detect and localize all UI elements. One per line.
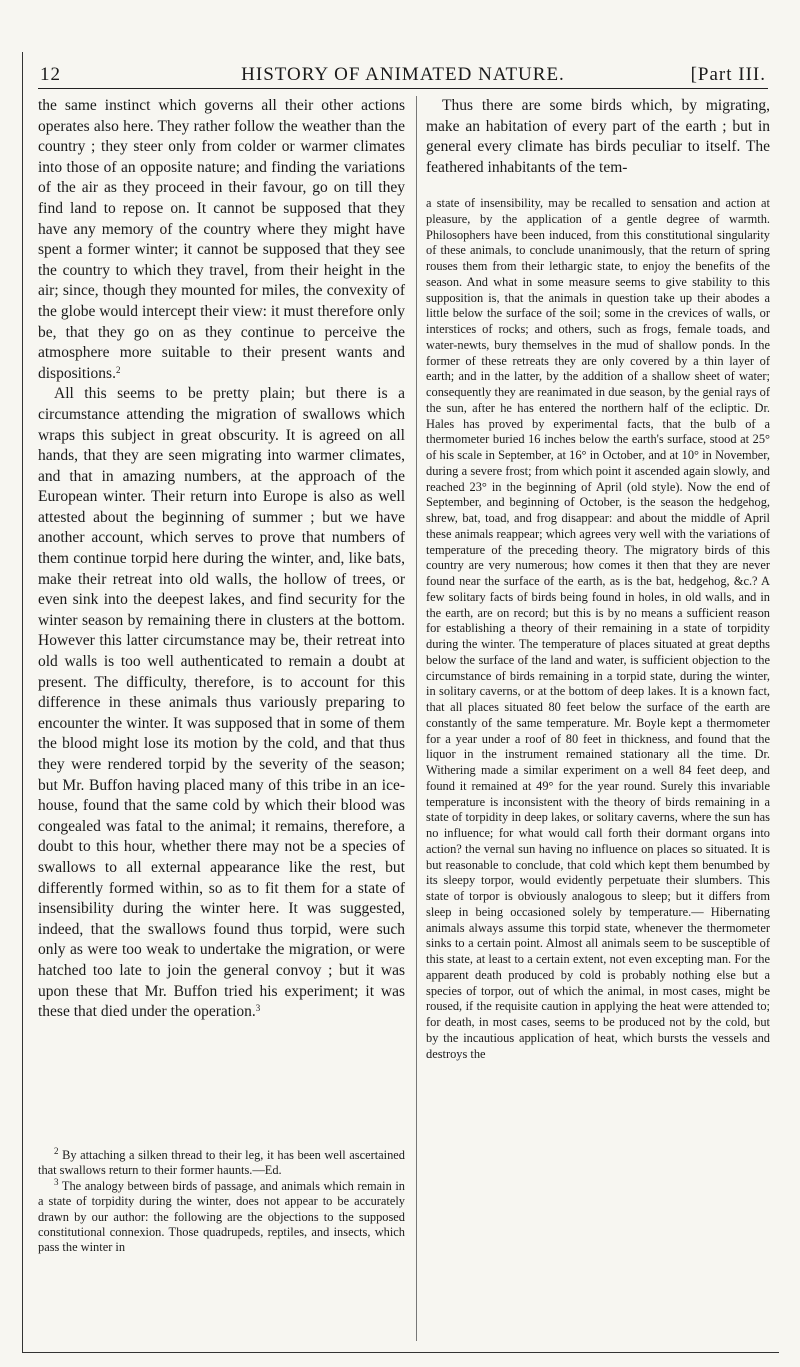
paragraph: Thus there are some birds which, by migrating, make an habitation of every part of the earth ; but in general every climate has birds peculiar to itself. The feathered inhabitants of the tem- bbox=[426, 97, 770, 176]
footnote bbox=[38, 1148, 405, 1179]
column-divider bbox=[416, 96, 417, 1341]
footnote-text: The analogy between birds of passage, and animals which remain in a state of torpidity during the winter, does not appear to be accurately drawn by our author: the following are the objections to the supposed constitutional connexion. Those quadrupeds, reptiles, and insects, which pass the winter in bbox=[38, 1178, 406, 1255]
footnote-mark: 3 bbox=[54, 1176, 59, 1187]
left-column bbox=[38, 96, 405, 1023]
running-title: HISTORY OF ANIMATED NATURE. bbox=[241, 64, 565, 85]
page-number: 12 bbox=[40, 64, 61, 85]
footnote-continued: a state of insensibility, may be recalled to sensation and action at pleasure, by the application of a gentle degree of warmth. Philosophers have been induced, from this constitutional singularity of these animals, to conclude unanimously, that the return of spring rouses them from their lethargic state, to enjoy the benefits of the season. And what in some measure seems to give stability to this supposition is, that the animals in question take up their abodes a little below the surface of the soil; some in the crevices of walls, or interstices of rocks; and others, such as frogs, female toads, and water-newts, bury themselves in the mud of shallow ponds. In the former of these retreats they are only covered by a thin layer of earth; and in the latter, by the addition of a shallow sheet of water; consequently they are reanimated in due season, by the genial rays of the sun, after he has entered the northern half of the ecliptic. Dr. Hales has proved by experimental facts, that the bulb of a thermometer buried 16 inches below the earth's surface, stood at 25° of his scale in September, at 16° in October, and at 10° in November, during a severe frost; from which point it ascended again slowly, and reached 23° in the beginning of April (old style). Now the end of September, and beginning of October, is the season the hedgehog, shrew, bat, toad, and frog disappear: and about the middle of April these animals reappear; which agrees very well with the variations of temperature of the preceding theory. The migratory birds of this country are very numerous; how comes it then that they are never found near the surface of the earth, as is the bat, hedgehog, &c.? A few solitary facts of birds being found in holes, in old walls, and in the earth, are on record; but this is by no means a sufficient reason for establishing a theory of their remaining in a state of torpidity during the winter. The temperature of places situated at great depths below the surface of the land and water, is sufficient objection to the circumstance of birds remaining in a torpid state, during the winter, in solitary caverns, or at the bottom of deep lakes. It is a known fact, that all places situated 80 feet below the surface of the earth are constantly of the same temperature. Mr. Boyle kept a thermometer for a year under a roof of 80 feet in thickness, and found that the liquor in the instrument remained stationary all the time. Dr. Withering made a similar experiment on a well 84 feet deep, and found it remained at 49° for the year round. Surely this invariable temperature is inconsistent with the theory of birds remaining in a state of torpidity in deep lakes, or solitary caverns, where the sun has no influence; for what would call forth their dormant organs into action? the vernal sun having no influence on places so situated. It is but reasonable to conclude, that cold which kept them benumbed by its sleepy torpor, would evidently perpetuate their slumbers. This state of torpor is obviously analogous to sleep; but it differs from sleep in being occasioned solely by temperature.— Hibernating animals always assume this torpid state, whenever the thermometer sinks to a certain point. Almost all animals seem to be susceptible of this state, at least to a certain extent, not even excepting man. For the apparent death produced by cold is probably nothing else but a species of torpor, out of which the animal, in most cases, might be roused, if the requisite caution in applying the heat were attended to; for death, in most cases, seems to be produced not by the cold, but by the incautious application of heat, which bursts the vessels and destroys the bbox=[426, 196, 770, 1061]
footnote-mark: 2 bbox=[54, 1146, 59, 1156]
footnote-ref: 2 bbox=[115, 364, 121, 375]
footnote-ref: 3 bbox=[255, 1003, 261, 1014]
paragraph bbox=[38, 384, 405, 1022]
footnotes-left bbox=[38, 1148, 405, 1256]
footnotes-right bbox=[426, 196, 770, 1062]
running-header bbox=[38, 58, 768, 89]
part-label: [Part III. bbox=[690, 64, 766, 85]
footnote bbox=[38, 1176, 406, 1256]
paragraph-text: All this seems to be pretty plain; but there is a circumstance attending the migration of swallows which wraps this subject in great obscurity. It is agreed on all hands, that they are seen migrating into warmer climates, and that in amazing numbers, at the approach of the European winter. Their return into Europe is also as well attested about the beginning of summer ; but we have another account, which serves to prove that numbers of them continue torpid here during the winter, and, like bats, make their retreat into old walls, the hollow of trees, or even sink into the deepest lakes, and find security for the winter season by remaining there in clusters at the bottom. However this latter circumstance may be, their retreat into old walls is too well authenticated to remain a doubt at present. The difficulty, therefore, is to account for this difference in these animals thus variously preparing to encounter the winter. It was supposed that in some of them the blood might lose its motion by the cold, and that thus they were rendered torpid by the severity of the season; but Mr. Buffon having placed many of this tribe in an ice-house, found that the same cold by which their blood was congealed was fatal to the animal; it remains, therefore, a doubt to this hour, whether there may not be a species of swallows to all external appearance like the rest, but differently formed within, so as to fit them for a state of insensibility during the winter here. It was suggested, indeed, that the swallows found thus torpid, were such only as were too weak to undertake the migration, or were hatched too late to join the general convoy ; but it was upon these that Mr. Buffon tried his experiment; it was these that died under the operation. bbox=[38, 385, 405, 1021]
right-column bbox=[426, 96, 770, 178]
footnote-text: By attaching a silken thread to their leg, it has been well ascertained that swallows return to their former haunts.—Ed. bbox=[38, 1148, 405, 1178]
paragraph-text: the same instinct which governs all their other actions operates also here. They rather follow the weather than the country ; they steer only from colder or warmer climates into those of an opposite nature; and finding the variations of the air as they proceed in their favour, go on till they find land to repose on. It cannot be supposed that they have any memory of the country where they might have spent a former winter; it cannot be supposed that they see the country to which they travel, from their height in the air; since, though they mounted for miles, the convexity of the globe would intercept their view: it must therefore only be, that they go on as they continue to perceive the atmosphere more suitable to their present wants and dispositions. bbox=[38, 97, 405, 382]
paragraph bbox=[38, 96, 405, 384]
